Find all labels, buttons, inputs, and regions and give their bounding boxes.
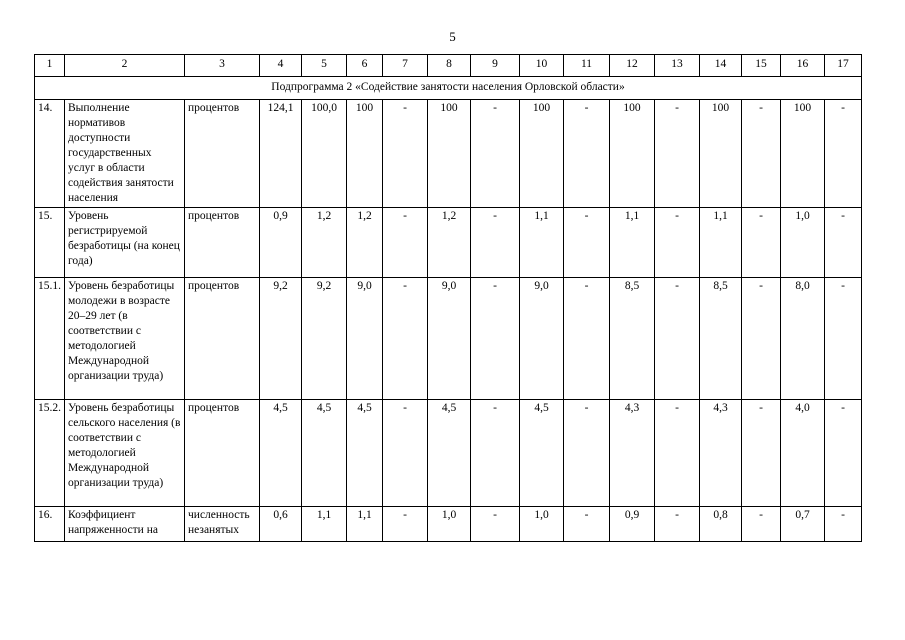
column-number: 10 [520, 55, 564, 77]
value-cell: - [655, 208, 700, 278]
value-cell: - [825, 208, 862, 278]
indicator-name: Выполнение нормативов доступности государственных услуг в области содействия занятости населения [65, 100, 185, 208]
unit-cell: численность незанятых [185, 507, 260, 542]
value-cell: - [564, 278, 610, 400]
value-cell: - [471, 400, 520, 507]
value-cell: - [655, 278, 700, 400]
value-cell: 1,0 [428, 507, 471, 542]
value-cell: 100 [428, 100, 471, 208]
value-cell: - [742, 100, 781, 208]
value-cell: 8,5 [700, 278, 742, 400]
value-cell: 0,9 [260, 208, 302, 278]
value-cell: - [564, 507, 610, 542]
column-number: 7 [383, 55, 428, 77]
value-cell: 9,0 [347, 278, 383, 400]
column-number: 14 [700, 55, 742, 77]
page-number: 5 [449, 29, 456, 44]
value-cell: 4,5 [302, 400, 347, 507]
value-cell: 1,1 [700, 208, 742, 278]
value-cell: - [655, 400, 700, 507]
column-number: 1 [35, 55, 65, 77]
indicator-name: Уровень безработицы молодежи в возрасте 20–29 лет (в соответствии с методологией Международной организации труда) [65, 278, 185, 400]
value-cell: 4,5 [520, 400, 564, 507]
column-number: 15 [742, 55, 781, 77]
indicators-table [34, 54, 862, 542]
value-cell: 9,0 [520, 278, 564, 400]
value-cell: 1,1 [347, 507, 383, 542]
value-cell: 0,7 [781, 507, 825, 542]
value-cell: 1,1 [520, 208, 564, 278]
value-cell: - [383, 507, 428, 542]
value-cell: - [564, 100, 610, 208]
section-title: Подпрограмма 2 «Содействие занятости населения Орловской области» [35, 77, 862, 100]
value-cell: 100 [520, 100, 564, 208]
value-cell: 1,0 [520, 507, 564, 542]
value-cell: 4,3 [610, 400, 655, 507]
value-cell: - [655, 507, 700, 542]
value-cell: - [471, 100, 520, 208]
value-cell: 1,2 [302, 208, 347, 278]
value-cell: 100 [347, 100, 383, 208]
column-number: 11 [564, 55, 610, 77]
value-cell: 1,1 [610, 208, 655, 278]
row-number: 16. [35, 507, 65, 542]
value-cell: 100 [700, 100, 742, 208]
section-row [35, 77, 862, 100]
value-cell: - [742, 208, 781, 278]
table-row [35, 400, 862, 507]
column-number: 5 [302, 55, 347, 77]
row-number: 14. [35, 100, 65, 208]
value-cell: - [564, 208, 610, 278]
value-cell: - [742, 507, 781, 542]
value-cell: - [825, 507, 862, 542]
row-number: 15.2. [35, 400, 65, 507]
column-number: 6 [347, 55, 383, 77]
value-cell: - [742, 278, 781, 400]
table-row [35, 507, 862, 542]
value-cell: 100 [781, 100, 825, 208]
value-cell: 4,5 [428, 400, 471, 507]
value-cell: 8,5 [610, 278, 655, 400]
unit-cell: процентов [185, 278, 260, 400]
unit-cell: процентов [185, 208, 260, 278]
value-cell: - [383, 400, 428, 507]
column-number-row [35, 55, 862, 77]
column-number: 8 [428, 55, 471, 77]
value-cell: 100 [610, 100, 655, 208]
value-cell: 9,2 [260, 278, 302, 400]
unit-cell: процентов [185, 100, 260, 208]
value-cell: - [825, 100, 862, 208]
value-cell: 1,1 [302, 507, 347, 542]
table-row [35, 208, 862, 278]
value-cell: 1,2 [347, 208, 383, 278]
column-number: 12 [610, 55, 655, 77]
value-cell: 4,5 [347, 400, 383, 507]
column-number: 17 [825, 55, 862, 77]
value-cell: - [655, 100, 700, 208]
value-cell: - [471, 278, 520, 400]
column-number: 13 [655, 55, 700, 77]
row-number: 15. [35, 208, 65, 278]
value-cell: 9,2 [302, 278, 347, 400]
table-row [35, 278, 862, 400]
value-cell: 8,0 [781, 278, 825, 400]
value-cell: 4,0 [781, 400, 825, 507]
column-number: 9 [471, 55, 520, 77]
value-cell: - [471, 208, 520, 278]
column-number: 2 [65, 55, 185, 77]
value-cell: 100,0 [302, 100, 347, 208]
value-cell: - [383, 208, 428, 278]
value-cell: 9,0 [428, 278, 471, 400]
value-cell: - [825, 278, 862, 400]
indicator-name: Уровень безработицы сельского населения (в соответствии с методологией Международной организации труда) [65, 400, 185, 507]
value-cell: 0,8 [700, 507, 742, 542]
value-cell: 1,0 [781, 208, 825, 278]
row-number: 15.1. [35, 278, 65, 400]
value-cell: 0,6 [260, 507, 302, 542]
value-cell: - [383, 100, 428, 208]
value-cell: 4,5 [260, 400, 302, 507]
value-cell: - [471, 507, 520, 542]
unit-cell: процентов [185, 400, 260, 507]
value-cell: 0,9 [610, 507, 655, 542]
value-cell: - [825, 400, 862, 507]
indicator-name: Уровень регистрируемой безработицы (на конец года) [65, 208, 185, 278]
value-cell: - [742, 400, 781, 507]
column-number: 4 [260, 55, 302, 77]
value-cell: - [564, 400, 610, 507]
column-number: 16 [781, 55, 825, 77]
indicator-name: Коэффициент напряженности на [65, 507, 185, 542]
table-row [35, 100, 862, 208]
value-cell: 1,2 [428, 208, 471, 278]
value-cell: - [383, 278, 428, 400]
value-cell: 4,3 [700, 400, 742, 507]
value-cell: 124,1 [260, 100, 302, 208]
column-number: 3 [185, 55, 260, 77]
